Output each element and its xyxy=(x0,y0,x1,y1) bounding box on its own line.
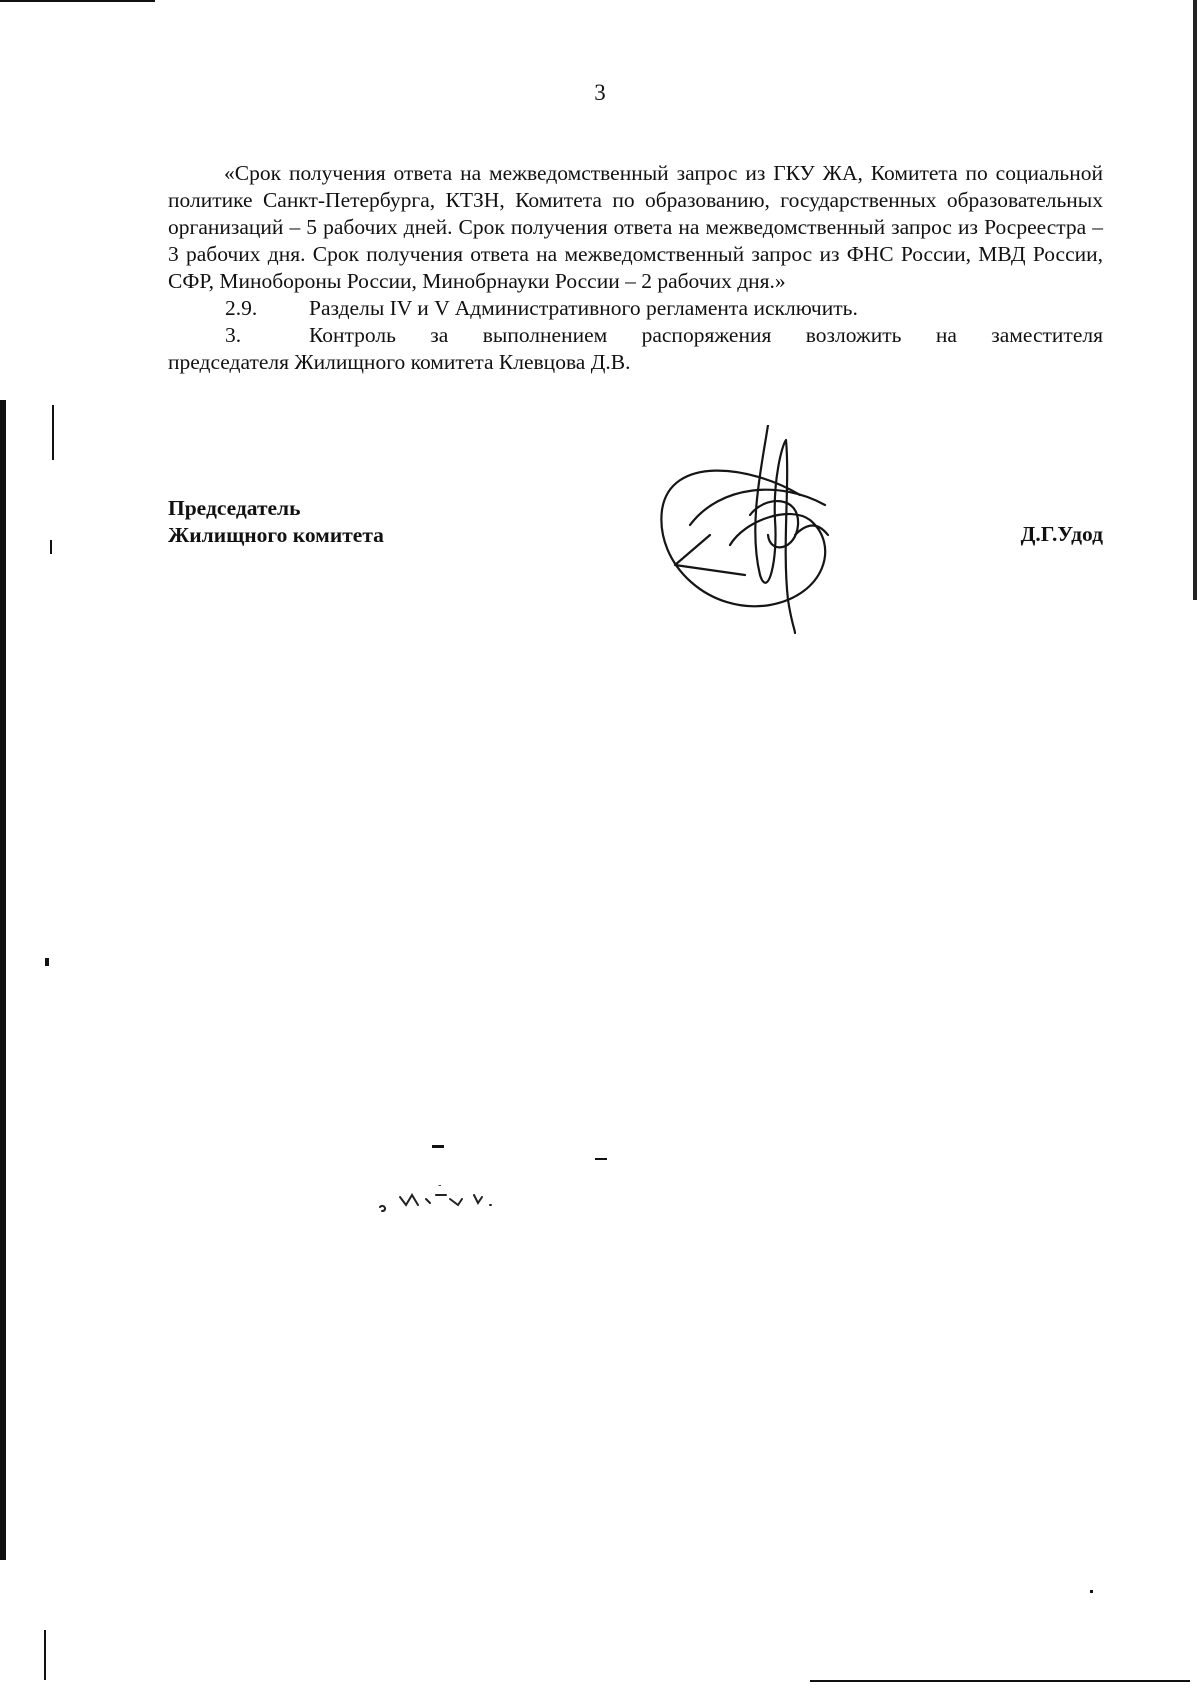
signatory-title-line2: Жилищного комитета xyxy=(168,523,384,547)
document-body xyxy=(168,160,1103,376)
signatory-title xyxy=(168,495,384,549)
scan-tick-2 xyxy=(50,540,52,554)
paragraph-deadlines: «Срок получения ответа на межведомственный запрос из ГКУ ЖА, Комитета по социальной политике Санкт-Петербурга, КТЗН, Комитета по образованию, государственных образовательных организаций – 5 рабочих дней. Срок получения ответа на межведомственный запрос из Росреестра – 3 рабочих дня. Срок получения ответа на межведомственный запрос из ФНС России, МВД России, СФР, Минобороны России, Минобрнауки России – 2 рабочих дня.» xyxy=(168,161,1103,293)
scan-dot-2 xyxy=(595,1158,607,1160)
item-3-text-line2: председателя Жилищного комитета Клевцова Д.В. xyxy=(168,350,631,374)
scan-dot-1 xyxy=(432,1145,444,1148)
scan-noise-scribble xyxy=(378,1185,548,1215)
page-number: 3 xyxy=(594,80,606,105)
item-2-9-text: Разделы IV и V Административного регламента исключить. xyxy=(309,296,858,320)
scan-tick-4 xyxy=(44,1630,46,1680)
item-3-number: 3. xyxy=(225,323,242,347)
signatory-name: Д.Г.Удод xyxy=(1020,522,1103,546)
signatory-title-line1: Председатель xyxy=(168,496,301,520)
scan-dot-3 xyxy=(1090,1590,1093,1593)
item-2-9 xyxy=(168,295,1103,322)
item-3-text-line1: Контроль за выполнением распоряжения возложить на заместителя xyxy=(309,323,1103,347)
item-3 xyxy=(168,322,1103,349)
scan-tick-1 xyxy=(52,405,54,460)
scan-tick-3 xyxy=(45,958,49,966)
scan-edge-left xyxy=(0,400,6,1560)
handwritten-signature xyxy=(650,425,900,635)
scan-edge-bottom xyxy=(810,1680,1190,1682)
scan-edge-top-left xyxy=(0,0,155,2)
item-2-9-number: 2.9. xyxy=(225,296,258,320)
